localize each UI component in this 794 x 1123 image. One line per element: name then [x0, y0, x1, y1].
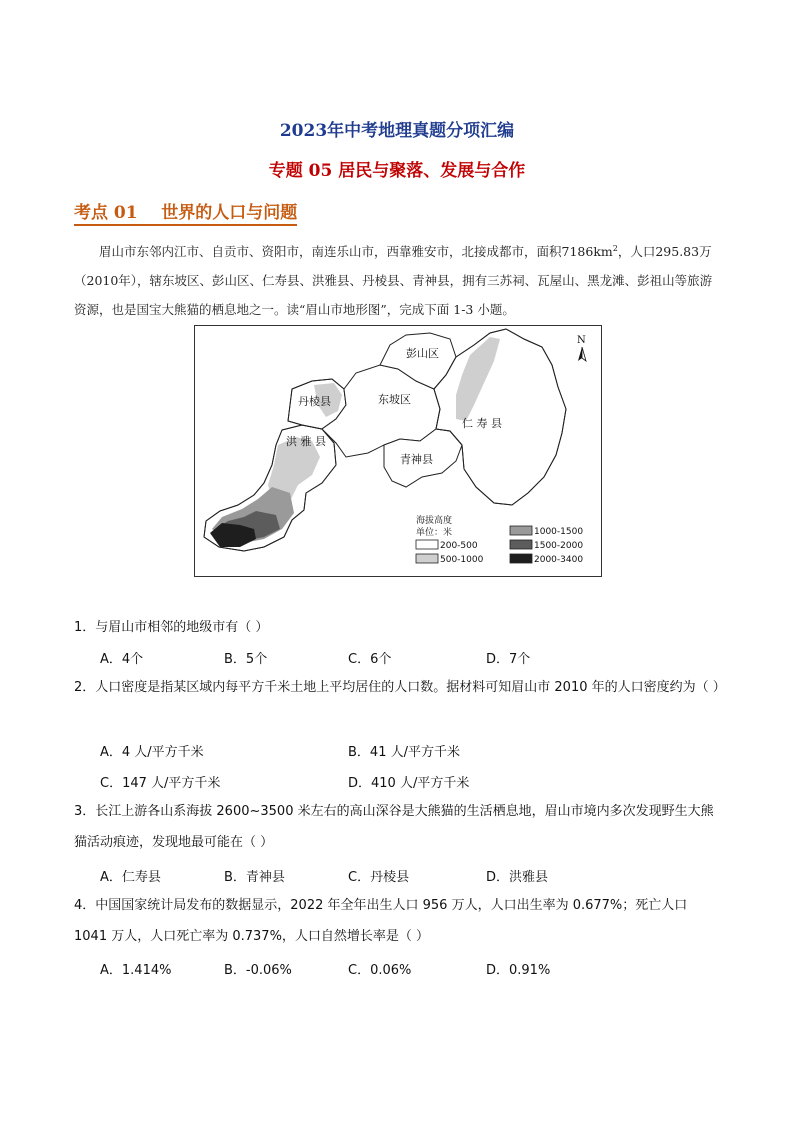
question-1-option-b[interactable]: B．5个 — [224, 652, 268, 667]
legend-label-1000-1500: 1000-1500 — [534, 527, 584, 537]
intro-superscript: 2 — [612, 244, 618, 253]
question-3-option-c[interactable]: C．丹棱县 — [348, 870, 410, 885]
intro-paragraph — [74, 234, 720, 324]
legend-unit: 单位：米 — [416, 528, 453, 538]
document-subtitle: 专题 05 居民与聚落、发展与合作 — [268, 161, 526, 181]
legend-label-200-500: 200-500 — [440, 541, 478, 551]
legend-title: 海拔高度 — [416, 516, 453, 526]
question-4-option-d[interactable]: D．0.91% — [486, 963, 551, 978]
legend-swatch-1000-1500 — [510, 526, 532, 535]
label-dongpo: 东坡区 — [378, 393, 411, 406]
legend-label-500-1000: 500-1000 — [440, 555, 484, 565]
legend-label-1500-2000: 1500-2000 — [534, 541, 584, 551]
intro-text-a: 眉山市东邻内江市、自贡市、资阳市，南连乐山市，西靠雅安市，北接成都市，面积7186km — [99, 244, 613, 260]
question-3-stem: 3．长江上游各山系海拔 2600~3500 米左右的高山深谷是大熊猫的生活栖息地，眉山市境内多次发现野生大熊猫活动痕迹，发现地最可能在（ ） — [74, 804, 714, 850]
question-4-option-c[interactable]: C．0.06% — [348, 963, 412, 978]
question-2-option-b[interactable]: B．41 人/平方千米 — [348, 745, 460, 760]
legend-swatch-2000-3400 — [510, 554, 532, 563]
legend-swatch-1500-2000 — [510, 540, 532, 549]
document-title: 2023年中考地理真题分项汇编 — [279, 121, 515, 141]
question-1-stem: 1．与眉山市相邻的地级市有（ ） — [74, 620, 269, 635]
question-3-option-b[interactable]: B．青神县 — [224, 870, 285, 885]
label-hongya: 洪 雅 县 — [286, 435, 326, 448]
label-qingshen: 青神县 — [400, 453, 433, 466]
legend-swatch-200-500 — [416, 540, 438, 549]
legend-label-2000-3400: 2000-3400 — [534, 555, 584, 565]
question-1-option-c[interactable]: C．6个 — [348, 652, 392, 667]
label-danleng: 丹棱县 — [298, 395, 331, 408]
intro-text-b: ，人口295.83万（2010年），辖东坡区、彭山区、仁寿县、洪雅县、丹棱县、青神县，拥有三苏祠、瓦屋山、黑龙滩、彭祖山等旅游资源，也是国宝大熊猫的栖息地之一。读“眉山市地形图”，完成下面 1-3 小题。 — [74, 244, 713, 318]
question-1-option-a[interactable]: A．4个 — [100, 652, 144, 667]
svg-text:N: N — [577, 335, 586, 346]
section-heading: 考点 01 世界的人口与问题 — [74, 198, 297, 226]
question-4-stem: 4．中国国家统计局发布的数据显示，2022 年全年出生人口 956 万人，人口出生率为 0.677%；死亡人口 1041 万人，人口死亡率为 0.737%，人口自然增长率是（ ） — [74, 898, 688, 944]
question-3-option-d[interactable]: D．洪雅县 — [486, 870, 549, 885]
question-2-stem: 2．人口密度是指某区域内每平方千米土地上平均居住的人口数。据材料可知眉山市 2010 年的人口密度约为（ ） — [74, 680, 726, 695]
legend-swatch-500-1000 — [416, 554, 438, 563]
label-renshou: 仁 寿 县 — [462, 417, 502, 430]
question-2-option-d[interactable]: D．410 人/平方千米 — [348, 776, 470, 791]
meishan-terrain-map — [194, 325, 602, 577]
question-2-option-a[interactable]: A．4 人/平方千米 — [100, 745, 204, 760]
question-3-option-a[interactable]: A．仁寿县 — [100, 870, 161, 885]
question-4-option-a[interactable]: A．1.414% — [100, 963, 172, 978]
question-4-option-b[interactable]: B．-0.06% — [224, 963, 292, 978]
label-pengshan: 彭山区 — [406, 347, 439, 360]
question-2-option-c[interactable]: C．147 人/平方千米 — [100, 776, 221, 791]
question-1-option-d[interactable]: D．7个 — [486, 652, 531, 667]
